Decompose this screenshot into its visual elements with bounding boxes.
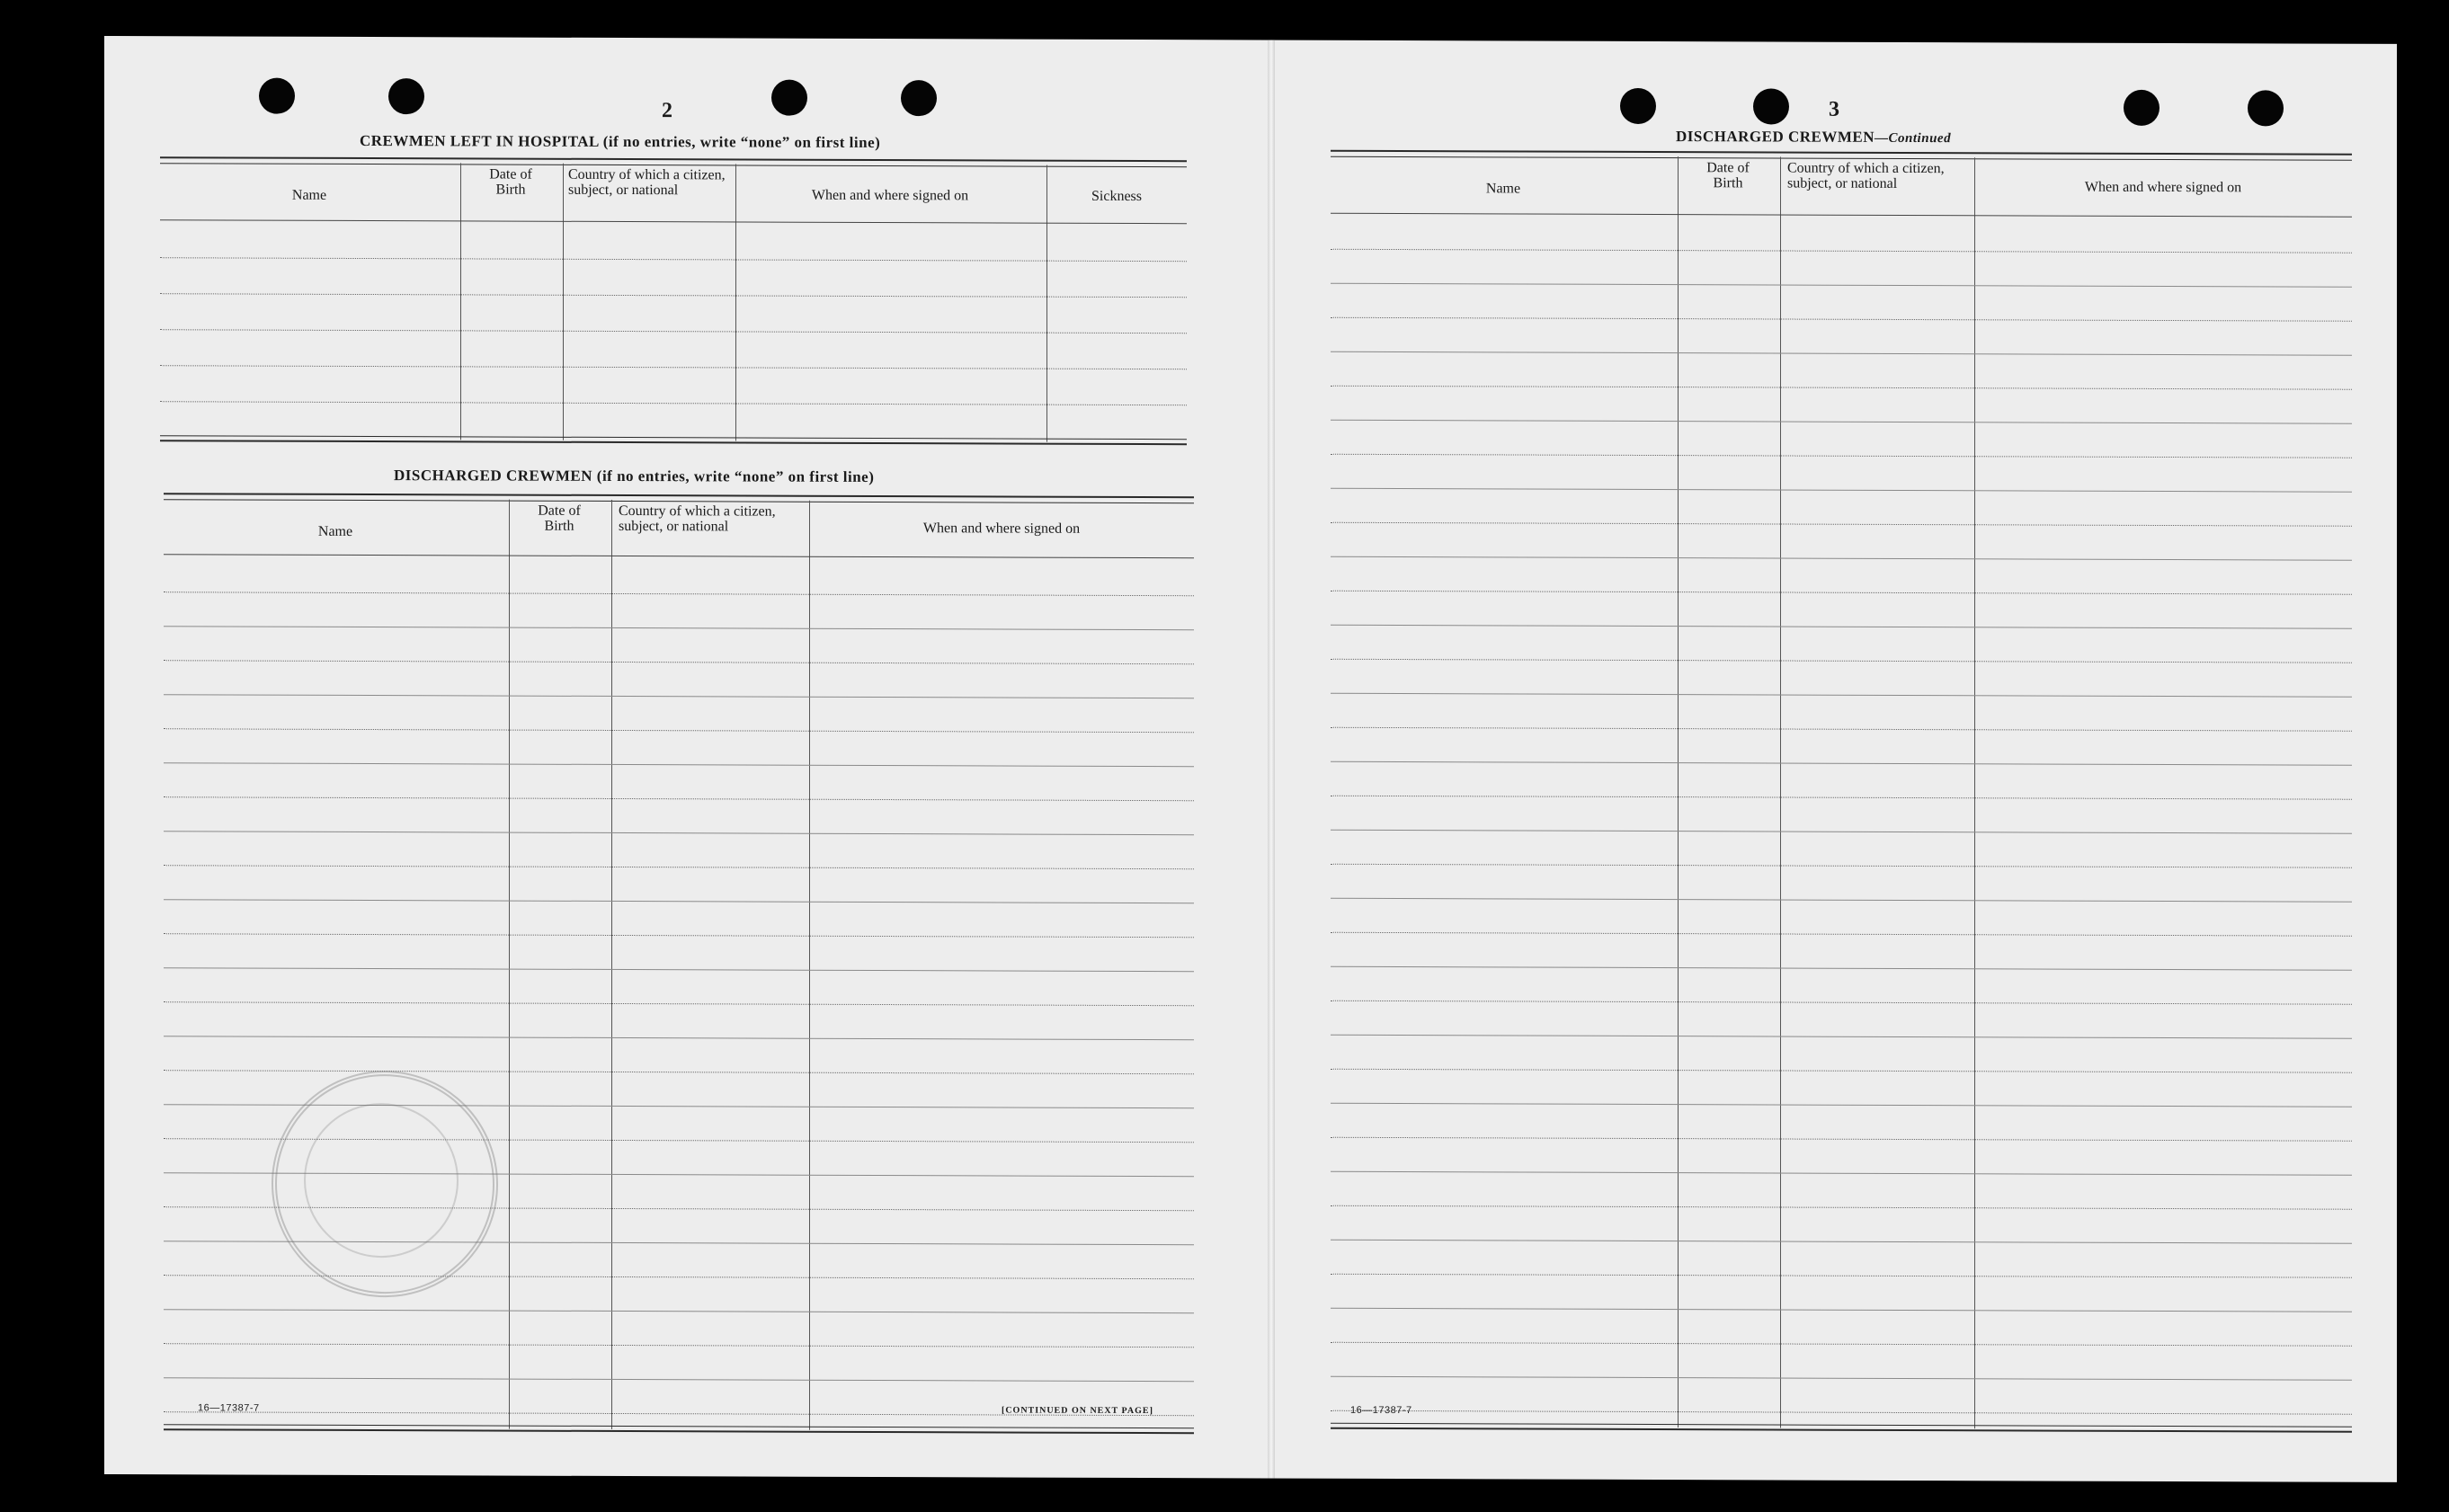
row-line [164, 762, 1194, 767]
row-line [1331, 1410, 2352, 1415]
col-country-header: Country of which a citizen, subject, or national [568, 166, 726, 199]
row-line [164, 1343, 1194, 1347]
row-line [164, 831, 1194, 835]
row-line [1331, 1069, 2352, 1073]
row-line [164, 899, 1194, 903]
punch-hole [2248, 90, 2284, 126]
row-line [1331, 556, 2352, 561]
right-page [1273, 40, 2397, 1482]
row-line [1331, 898, 2352, 903]
col-signed-on-header: When and where signed on [2084, 179, 2242, 196]
col-signed-on-header: When and where signed on [811, 187, 969, 204]
page-number: 2 [662, 99, 672, 123]
col-sickness-header: Sickness [1091, 188, 1142, 205]
discharged-title-note: (if no entries, write “none” on first line) [596, 467, 875, 485]
hospital-title-text: CREWMEN LEFT IN HOSPITAL [360, 131, 599, 150]
row-line [160, 293, 1187, 298]
row-line [164, 796, 1194, 801]
punch-hole [1753, 88, 1789, 124]
row-line [1331, 317, 2352, 322]
row-line [164, 1309, 1194, 1313]
punch-hole [901, 80, 937, 116]
col-name-header: Name [1485, 181, 1521, 197]
row-line [1331, 1205, 2352, 1210]
punch-hole [388, 78, 424, 114]
column-divider [1780, 157, 1781, 1428]
form-code: 16—17387-7 [198, 1402, 260, 1414]
row-line [1331, 830, 2352, 834]
table-top-rule [164, 493, 1194, 503]
row-line [1331, 1376, 2352, 1381]
column-divider [460, 163, 461, 440]
punch-hole [259, 78, 295, 114]
row-line [160, 329, 1187, 334]
row-line [1331, 796, 2352, 800]
row-line [1331, 386, 2352, 390]
col-signed-on-header: When and where signed on [922, 520, 1081, 537]
row-line [1331, 727, 2352, 732]
row-line [164, 694, 1194, 698]
column-divider [1678, 156, 1679, 1428]
row-line [1331, 1137, 2352, 1142]
faded-stamp [272, 1071, 498, 1298]
continued-note: [CONTINUED ON NEXT PAGE] [1002, 1405, 1153, 1417]
header-bottom-rule [164, 554, 1194, 558]
row-line [1331, 864, 2352, 868]
row-line [164, 660, 1194, 664]
row-line [1331, 488, 2352, 493]
discharged-table [164, 493, 1194, 1431]
row-line [164, 967, 1194, 972]
column-divider [611, 500, 612, 1429]
discharged-continued-table [1331, 150, 2352, 1430]
header-bottom-rule [1331, 213, 2352, 218]
row-line [164, 591, 1194, 596]
discharged-continued-title [1676, 128, 1951, 147]
discharged-title-text: DISCHARGED CREWMEN [394, 467, 593, 485]
punch-hole [1620, 88, 1656, 124]
row-line [1331, 761, 2352, 766]
col-dob-header: Date of Birth [538, 503, 581, 534]
row-line [1331, 693, 2352, 698]
col-name-header: Name [317, 523, 353, 539]
table-bottom-rule [164, 1424, 1194, 1434]
row-line [1331, 1342, 2352, 1347]
row-line [164, 728, 1194, 733]
hospital-title-note: (if no entries, write “none” on first line) [602, 132, 881, 152]
row-line [1331, 659, 2352, 663]
column-divider [735, 164, 736, 440]
document-spread [104, 36, 2397, 1482]
column-divider [809, 501, 810, 1430]
column-divider [509, 500, 510, 1429]
col-dob-header: Date of Birth [1706, 160, 1750, 191]
column-divider [563, 164, 564, 440]
row-line [1331, 420, 2352, 424]
row-line [164, 1070, 1194, 1074]
continued-label: —Continued [1875, 130, 1952, 147]
punch-hole [2124, 90, 2160, 126]
row-line [164, 626, 1194, 630]
row-line [164, 865, 1194, 869]
discharged-continued-text: DISCHARGED CREWMEN [1676, 128, 1875, 146]
row-line [1331, 454, 2352, 458]
row-line [1331, 966, 2352, 971]
form-code: 16—17387-7 [1350, 1404, 1412, 1417]
row-line [1331, 1308, 2352, 1312]
row-line [1331, 932, 2352, 937]
table-bottom-rule [1331, 1423, 2352, 1433]
row-line [1331, 1240, 2352, 1244]
row-line [1331, 1103, 2352, 1107]
page-number: 3 [1829, 97, 1839, 121]
row-line [1331, 1171, 2352, 1176]
row-line [1331, 1001, 2352, 1005]
discharged-section-title [394, 467, 874, 486]
row-line [1331, 283, 2352, 288]
left-page [104, 36, 1264, 1479]
row-line [160, 401, 1187, 405]
row-line [160, 257, 1187, 262]
hospital-table [160, 156, 1187, 442]
col-dob-header: Date of Birth [489, 166, 532, 198]
row-line [164, 1001, 1194, 1006]
row-line [164, 933, 1194, 938]
row-line [164, 1036, 1194, 1040]
col-name-header: Name [291, 187, 327, 203]
header-bottom-rule [160, 219, 1187, 224]
column-divider [1974, 157, 1975, 1428]
table-bottom-rule [160, 435, 1187, 445]
table-top-rule [1331, 150, 2352, 161]
row-line [1331, 351, 2352, 356]
punch-hole [771, 80, 807, 116]
table-top-rule [160, 156, 1187, 167]
row-line [160, 365, 1187, 369]
hospital-section-title [360, 132, 880, 152]
column-divider [1046, 165, 1047, 442]
row-line [1331, 1035, 2352, 1039]
row-line [1331, 522, 2352, 527]
row-line [164, 1377, 1194, 1382]
row-line [1331, 1274, 2352, 1278]
row-line [1331, 591, 2352, 595]
col-country-header: Country of which a citizen, subject, or national [619, 503, 776, 535]
row-line [1331, 249, 2352, 253]
row-line [1331, 625, 2352, 629]
col-country-header: Country of which a citizen, subject, or national [1787, 160, 1945, 191]
